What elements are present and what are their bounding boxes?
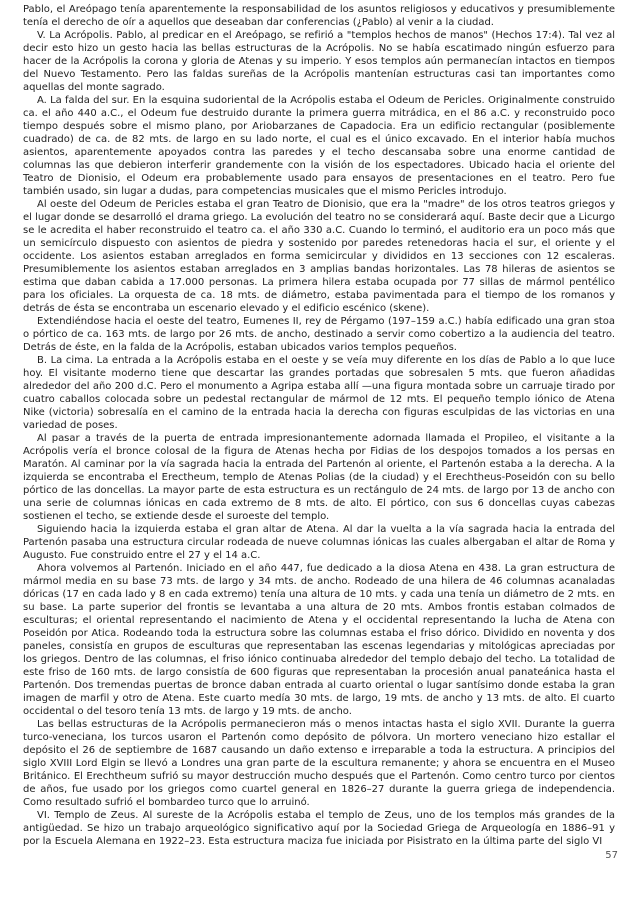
paragraph-stoa-eumenes: Extendiéndose hacia el oeste del teatro, Eumenes II, rey de Pérgamo (197–159 a.C.) había edificado una gran stoa o pórtico de ca. 163 mts. de largo por 26 mts. de ancho, destinado a servir como cobertizo a la audiencia del teatro. Detrás de éste, en la falda de la Acrópolis, estaban ubicados varios templos pequeños.: [23, 316, 615, 353]
paragraph-summit: B. La cima. La entrada a la Acrópolis estaba en el oeste y se veía muy diferente en los días de Pablo a lo que luce hoy. El visitante moderno tiene que descartar las grandes portadas que sobresalen 5 mts. que fueron añadidas alrededor del año 200 d.C. Pero el monumento a Agripa estaba allí —una figura montada sobre un carruaje tirado por cuatro caballos colocada sobre un pedestal rectangular de mármol de 12 mts. El pequeño templo iónico de Atena Nike (victoria) sobresalía en el camino de la entrada hacia la derecha con figuras esculpidas de las victorias en una variedad de poses.: [23, 355, 615, 431]
paragraph-theatre-dionysus: Al oeste del Odeum de Pericles estaba el gran Teatro de Dionisio, que era la "madre" de los otros teatros griegos y el lugar donde se desarrolló el drama griego. La evolución del teatro no se considerará aquí. Baste decir que a Licurgo se le acredita el haber reconstruido el teatro ca. el año 330 a.C. Cuando lo terminó, el auditorio era un poco más que un semicírculo dispuesto con asientos de piedra y sostenido por paredes retenedoras hacia el sur, el oriente y el occidente. Los asientos estaban arreglados en forma semicircular y divididos en 13 secciones con 12 escaleras. Presumiblemente los asientos estaban arreglados en 3 amplias bandas horizontales. Las 78 hileras de asientos se estima que daban cabida a 17.000 personas. La primera hilera estaba ocupada por 77 sillas de mármol pentélico para los oficiales. La orquesta de ca. 18 mts. de diámetro, estaba pavimentada para el tiempo de los romanos y detrás de ésta se encontraba un escenario elevado y el edificio escénico (skene).: [23, 199, 615, 314]
paragraph-acropolis: V. La Acrópolis. Pablo, al predicar en el Areópago, se refirió a "templos hechos de manos" (Hechos 17:4). Tal vez al decir esto hizo un gesto hacia las bellas estructuras de la Acrópolis. No se había escatimado ningún esfuerzo para hacer de la Acrópolis la corona y gloria de Atenas y su imperio. Y esos templos aún permanecían intactos en tiempos del Nuevo Testamento. Pero las faldas sureñas de la Acrópolis mantenían estructuras casi tan importantes como aquellas del monte sagrado.: [23, 30, 615, 93]
paragraph-parthenon: Ahora volvemos al Partenón. Iniciado en el año 447, fue dedicado a la diosa Atena en 438. La gran estructura de mármol media en su base 73 mts. de largo y 34 mts. de ancho. Rodeado de una hilera de 46 columnas acanaladas dóricas (17 en cada lado y 8 en cada extremo) tenía una altura de 10 mts. y cada una tenía un diámetro de 2 mts. en su base. La parte superior del frontis se levantaba a una altura de 20 mts. Ambos frontis estaban colmados de esculturas; el oriental representando el nacimiento de Atena y el occidental representando la lucha de Atena con Poseidón por Atica. Rodeando toda la estructura sobre las columnas estaba el friso dórico. Dividido en noventa y dos paneles, consistía en grupos de esculturas que representaban las escenas legendarias y mitológicas apreciadas por los griegos. Dentro de las columnas, el friso iónico continuaba alrededor del templo debajo del techo. La totalidad de este friso de 160 mts. de largo consistía de 600 figuras que representaban la procesión anual panateánica hasta el Partenón. Dos tremendas puertas de bronce daban entrada al cuarto oriental o lugar santísimo donde estaba la gran imagen de marfil y otro de Atena. Este cuarto medía 30 mts. de largo, 19 mts. de ancho y 13 mts. de alto. El cuarto occidental o del tesoro tenía 13 mts. de largo y 19 mts. de ancho.: [23, 563, 615, 717]
page-number: 57: [605, 850, 618, 861]
paragraph-intro: Pablo, el Areópago tenía aparentemente la responsabilidad de los asuntos religiosos y educativos y presumiblemente tenía el derecho de oír a aquellos que deseaban dar conferencias (¿Pablo) al venir a la ciudad.: [23, 4, 615, 28]
paragraph-temple-zeus: VI. Templo de Zeus. Al sureste de la Acrópolis estaba el templo de Zeus, uno de los templos más grandes de la antigüedad. Se hizo un trabajo arqueológico significativo aquí por la Sociedad Griega de Arqueología en 1886–91 y por la Escuela Alemana en 1922–23. Esta estructura maciza fue iniciada por Pisistrato en la última parte del siglo VI: [23, 810, 615, 847]
paragraph-south-slope: A. La falda del sur. En la esquina sudoriental de la Acrópolis estaba el Odeum de Pericles. Originalmente construido ca. el año 440 a.C., el Odeum fue destruido durante la primera guerra mitrádica, en el 86 a.C. y reconstruido poco tiempo después sobre el mismo plano, por Ariobarzanes de Capadocia. Era un edificio rectangular (posiblemente cuadrado) de ca. de 82 mts. de largo en su lado norte, el cual es el único excavado. En el interior había muchos asientos, aparentemente apoyados contra las paredes y el techo descansaba sobre una enorme cantidad de columnas las que debieron interferir grandemente con la visión de los espectadores. Ubicado hacia el oriente del Teatro de Dionisio, el Odeum era probablemente usado para ensayos de presentaciones en el teatro. Pero fue también usado, sin lugar a dudas, para competencias musicales que el mismo Pericles introdujo.: [23, 95, 615, 197]
body-text: [23, 3, 615, 848]
paragraph-later-history: Las bellas estructuras de la Acrópolis permanecieron más o menos intactas hasta el siglo XVII. Durante la guerra turco-veneciana, los turcos usaron el Partenón como depósito de pólvora. Un mortero veneciano hizo estallar el depósito el 26 de septiembre de 1687 causando un daño extenso e irreparable a toda la estructura. A principios del siglo XVIII Lord Elgin se llevó a Londres una gran parte de la escultura remanente; y ahora se encuentra en el Museo Británico. El Erechtheum sufrió su mayor destrucción mucho después que el Partenón. Como centro turco por cientos de años, fue usado por los griegos como cuartel general en 1826–27 durante la guerra griega de independencia. Como resultado sufrió el bombardeo turco que lo arruinó.: [23, 719, 615, 808]
paragraph-altar-athena: Siguiendo hacia la izquierda estaba el gran altar de Atena. Al dar la vuelta a la vía sagrada hacia la entrada del Partenón pasaba una estructura circular rodeada de nueve columnas iónicas las cuales albergaban el altar de Roma y Augusto. Fue construido entre el 27 y el 14 a.C.: [23, 524, 615, 561]
paragraph-propylaea: Al pasar a través de la puerta de entrada impresionantemente adornada llamada el Propileo, el visitante a la Acrópolis vería el bronce colosal de la figura de Atenas hecha por Fidias de los despojos tomados a los persas en Maratón. Al caminar por la vía sagrada hacia la entrada del Partenón al oriente, el Partenón estaba a la derecha. A la izquierda se encontraba el Erectheum, templo de Atenas Polias (de la ciudad) y el Erechtheus-Poseidón con su bello pórtico de las doncellas. La mayor parte de esta estructura es un rectángulo de 24 mts. de largo por 13 de ancho con una serie de columnas iónicas en cada extremo de 8 mts. de alto. El pórtico, con sus 6 doncellas cuyas cabezas sostienen el techo, se extiende desde el suroeste del templo.: [23, 433, 615, 522]
